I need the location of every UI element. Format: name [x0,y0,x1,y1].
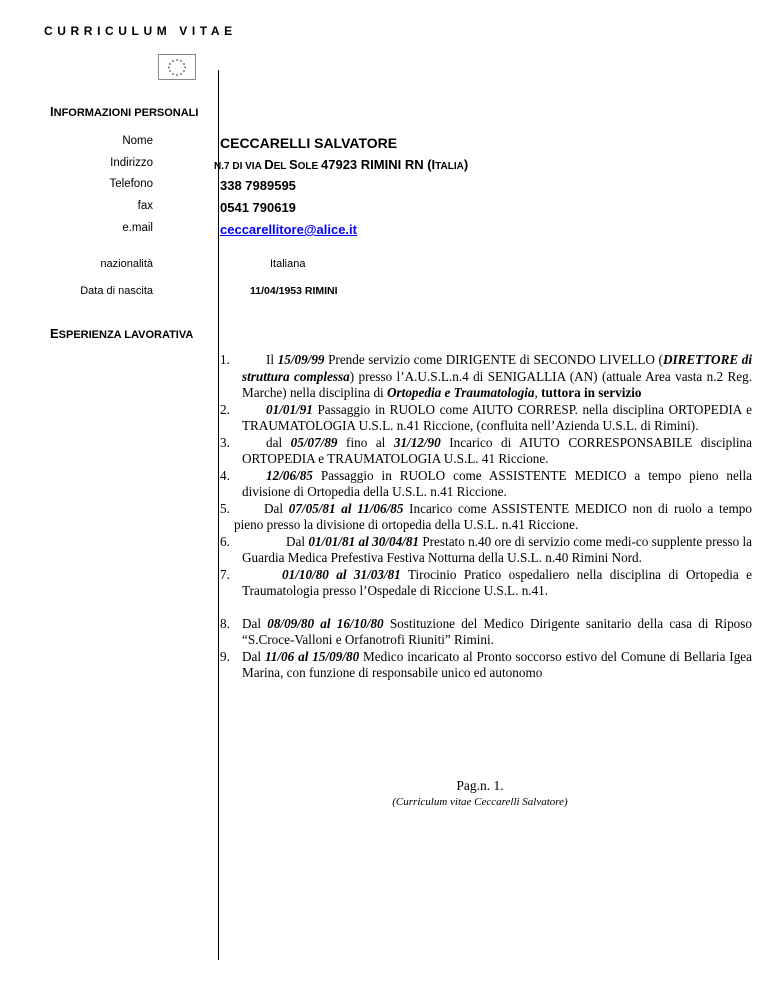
experience-item: 1. Il 15/09/99 Prende servizio come DIRIGENTE di SECONDO LIVELLO (DIRETTORE di struttura complessa) presso l’A.U.S.L.n.4 di SENIGALLIA (AN) (attuale Area vasta n.2 Reg. Marche) nella disciplina di Ortopedia e Traumatologia, tuttora in servizio [220,352,753,400]
experience-item: 8. Dal 08/09/80 al 16/10/80 Sostituzione del Medico Dirigente sanitario della casa di Riposo “S.Croce-Valloni e Orfanotrofi Riuniti” Rimini. [220,615,753,647]
experience-item: 3. dal 05/07/89 fino al 31/12/90 Incarico di AIUTO CORRESPONSABILE disciplina ORTOPEDIA e TRAUMATOLOGIA U.S.L. 41 Riccione. [220,434,752,466]
nationality-label: nazionalità [100,258,153,270]
footer-caption: (Curriculum vitae Ceccarelli Salvatore) [392,796,568,808]
experience-list [222,352,752,682]
name-label: Nome [122,135,153,147]
birth-label: Data di nascita [80,285,153,297]
experience-item: 4. 12/06/85 Passaggio in RUOLO come ASSISTENTE MEDICO a tempo pieno nella divisione di Ortopedia della U.S.L. n.41 Riccione. [220,467,752,499]
address-label: Indirizzo [110,157,153,169]
section-personal-info: INFORMAZIONI PERSONALI [50,104,199,119]
nationality-value: Italiana [270,258,306,270]
phone-value: 338 7989595 [220,178,296,193]
fax-label: fax [137,200,153,212]
cv-title: CURRICULUM VITAE [44,24,237,38]
email-link[interactable]: ceccarellitore@alice.it [220,222,357,237]
experience-item: 7. 01/10/80 al 31/03/81 Tirocinio Pratico ospedaliero nella disciplina di Ortopedia e Traumatologia presso l’Ospedale di Riccione U.S.L. n.41. [220,566,752,598]
eu-flag-icon [158,54,196,80]
section-work-experience: ESPERIENZA LAVORATIVA [50,326,194,341]
column-divider [218,70,219,960]
experience-item: 2. 01/01/91 Passaggio in RUOLO come AIUTO CORRESP. nella disciplina ORTOPEDIA e TRAUMATOLOGIA U.S.L. n.41 Riccione, (confluita nell’Azienda U.S.L. di Rimini). [220,401,752,433]
page-number: Pag.n. 1. [456,778,504,793]
email-label: e.mail [122,222,153,234]
fax-value: 0541 790619 [220,200,296,215]
birth-value: 11/04/1953 RIMINI [250,285,338,297]
experience-item: 6. Dal 01/01/81 al 30/04/81 Prestato n.40 ore di servizio come medi-co supplente presso la Guardia Medica Prefestiva Festiva Notturna della U.S.L. n.40 Rimini Nord. [220,533,752,565]
name-value: CECCARELLI SALVATORE [220,135,398,151]
phone-label: Telefono [109,178,153,190]
experience-item: 5. Dal 07/05/81 al 11/06/85 Incarico come ASSISTENTE MEDICO non di ruolo a tempo pieno presso la divisione di ortopedia della U.S.L. n.41 Riccione. [220,500,752,532]
experience-item: 9. Dal 11/06 al 15/09/80 Medico incaricato al Pronto soccorso estivo del Comune di Bellaria Igea Marina, con funzione di responsabile unico ed autonomo [220,648,752,680]
address-value: N.7 DI VIA DEL SOLE 47923 RIMINI RN (ITALIA) [214,157,469,172]
